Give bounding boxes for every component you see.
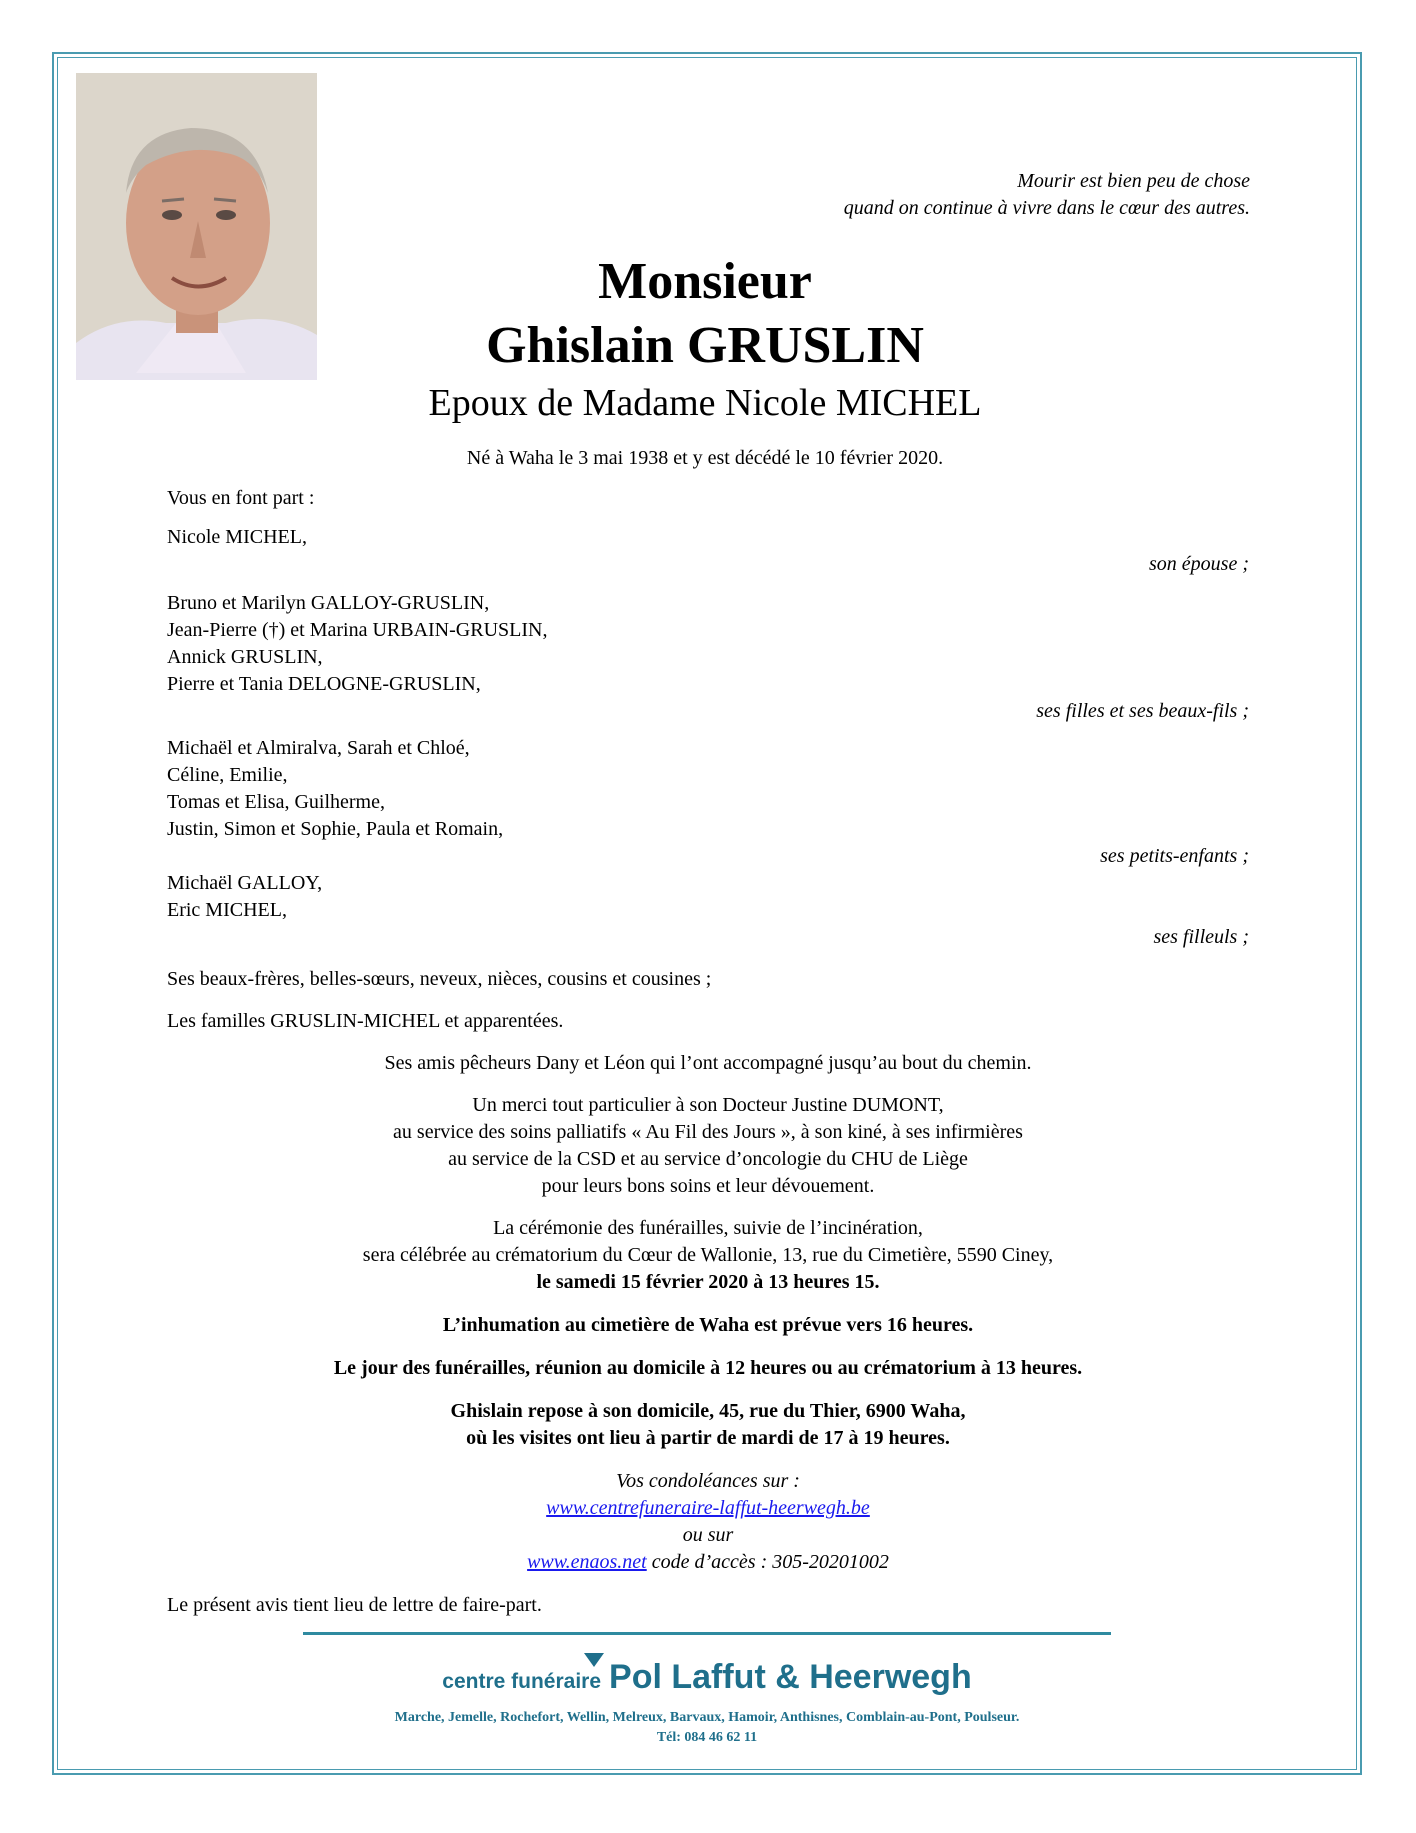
rest-block <box>167 1398 1249 1452</box>
friends-line: Ses amis pêcheurs Dany et Léon qui l’ont accompagné jusqu’au bout du chemin. <box>384 1052 1032 1074</box>
rest-line: Ghislain repose à son domicile, 45, rue du Thier, 6900 Waha, <box>450 1400 966 1422</box>
burial-line: L’inhumation au cimetière de Waha est prévue vers 16 heures. <box>442 1314 974 1336</box>
family-name: Michaël et Almiralva, Sarah et Chloé, <box>167 737 470 759</box>
family-group <box>167 590 1249 725</box>
epigraph-line: Mourir est bien peu de chose <box>1017 170 1250 192</box>
condolences-link-primary[interactable]: www.centrefuneraire-laffut-heerwegh.be <box>546 1497 870 1519</box>
spouse-line: Epoux de Madame Nicole MICHEL <box>428 382 982 424</box>
deceased-name: Ghislain GRUSLIN <box>486 317 924 374</box>
families-line: Les familles GRUSLIN-MICHEL et apparentées. <box>167 1010 564 1032</box>
family-name: Céline, Emilie, <box>167 764 288 786</box>
closing-line: Le présent avis tient lieu de lettre de faire-part. <box>167 1594 542 1616</box>
access-code: code d’accès : 305-20201002 <box>646 1551 889 1573</box>
announcement-body <box>167 485 1249 1619</box>
family-name: Tomas et Elisa, Guilherme, <box>167 791 385 813</box>
meeting-line: Le jour des funérailles, réunion au domicile à 12 heures ou au crématorium à 13 heures. <box>333 1357 1083 1379</box>
family-name: Bruno et Marilyn GALLOY-GRUSLIN, <box>167 592 490 614</box>
family-relation: ses filles et ses beaux-fils ; <box>1036 700 1249 722</box>
family-relation: son épouse ; <box>1149 553 1249 575</box>
ceremony-line: La cérémonie des funérailles, suivie de l’incinération, <box>493 1217 923 1239</box>
condolences-block <box>167 1468 1249 1576</box>
family-name: Jean-Pierre (†) et Marina URBAIN-GRUSLIN, <box>167 619 548 641</box>
family-group <box>167 870 1249 951</box>
thanks-line: au service de la CSD et au service d’oncologie du CHU de Liège <box>448 1148 968 1170</box>
family-name: Annick GRUSLIN, <box>167 646 323 668</box>
thanks-line: Un merci tout particulier à son Docteur Justine DUMONT, <box>472 1094 944 1116</box>
intro-line: Vous en font part : <box>167 487 315 509</box>
birth-death-line: Né à Waha le 3 mai 1938 et y est décédé le 10 février 2020. <box>466 447 944 469</box>
honorific-title: Monsieur <box>598 253 812 310</box>
portrait-photo <box>76 73 317 380</box>
condolences-or: ou sur <box>682 1524 734 1546</box>
condolences-link-enaos[interactable]: www.enaos.net <box>527 1551 647 1573</box>
epigraph <box>844 168 1250 222</box>
ceremony-block <box>167 1215 1249 1296</box>
thanks-block <box>167 1092 1249 1200</box>
thanks-line: pour leurs bons soins et leur dévouement. <box>541 1175 875 1197</box>
family-name: Nicole MICHEL, <box>167 526 307 548</box>
family-name: Eric MICHEL, <box>167 899 287 921</box>
logo-phone: Tél: 084 46 62 11 <box>656 1730 758 1745</box>
ceremony-date: le samedi 15 février 2020 à 13 heures 15. <box>536 1271 880 1293</box>
family-name: Pierre et Tania DELOGNE-GRUSLIN, <box>167 673 481 695</box>
condolences-label: Vos condoléances sur : <box>616 1470 800 1492</box>
thanks-line: au service des soins palliatifs « Au Fil des Jours », à son kiné, à ses infirmières <box>393 1121 1023 1143</box>
extended-family-line: Ses beaux-frères, belles-sœurs, neveux, nièces, cousins et cousines ; <box>167 968 712 990</box>
funeral-home-logo <box>303 1645 1111 1748</box>
epigraph-line: quand on continue à vivre dans le cœur des autres. <box>843 197 1250 219</box>
family-relation: ses petits-enfants ; <box>1100 845 1249 867</box>
logo-triangle-icon <box>584 1653 604 1667</box>
family-group <box>167 524 1249 578</box>
logo-name: Pol Laffut & Heerwegh <box>609 1658 972 1696</box>
family-name: Michaël GALLOY, <box>167 872 323 894</box>
ceremony-line: sera célébrée au crématorium du Cœur de Wallonie, 13, rue du Cimetière, 5590 Ciney, <box>362 1244 1054 1266</box>
footer-divider <box>303 1632 1111 1635</box>
logo-subtitle: centre funéraire <box>442 1670 602 1693</box>
portrait-illustration <box>76 73 317 380</box>
family-group <box>167 735 1249 870</box>
rest-line: où les visites ont lieu à partir de mardi de 17 à 19 heures. <box>466 1427 950 1449</box>
logo-locations: Marche, Jemelle, Rochefort, Wellin, Melreux, Barvaux, Hamoir, Anthisnes, Comblain-au-Pont, Poulseur. <box>394 1710 1020 1725</box>
family-name: Justin, Simon et Sophie, Paula et Romain, <box>167 818 504 840</box>
family-relation: ses filleuls ; <box>1153 926 1249 948</box>
